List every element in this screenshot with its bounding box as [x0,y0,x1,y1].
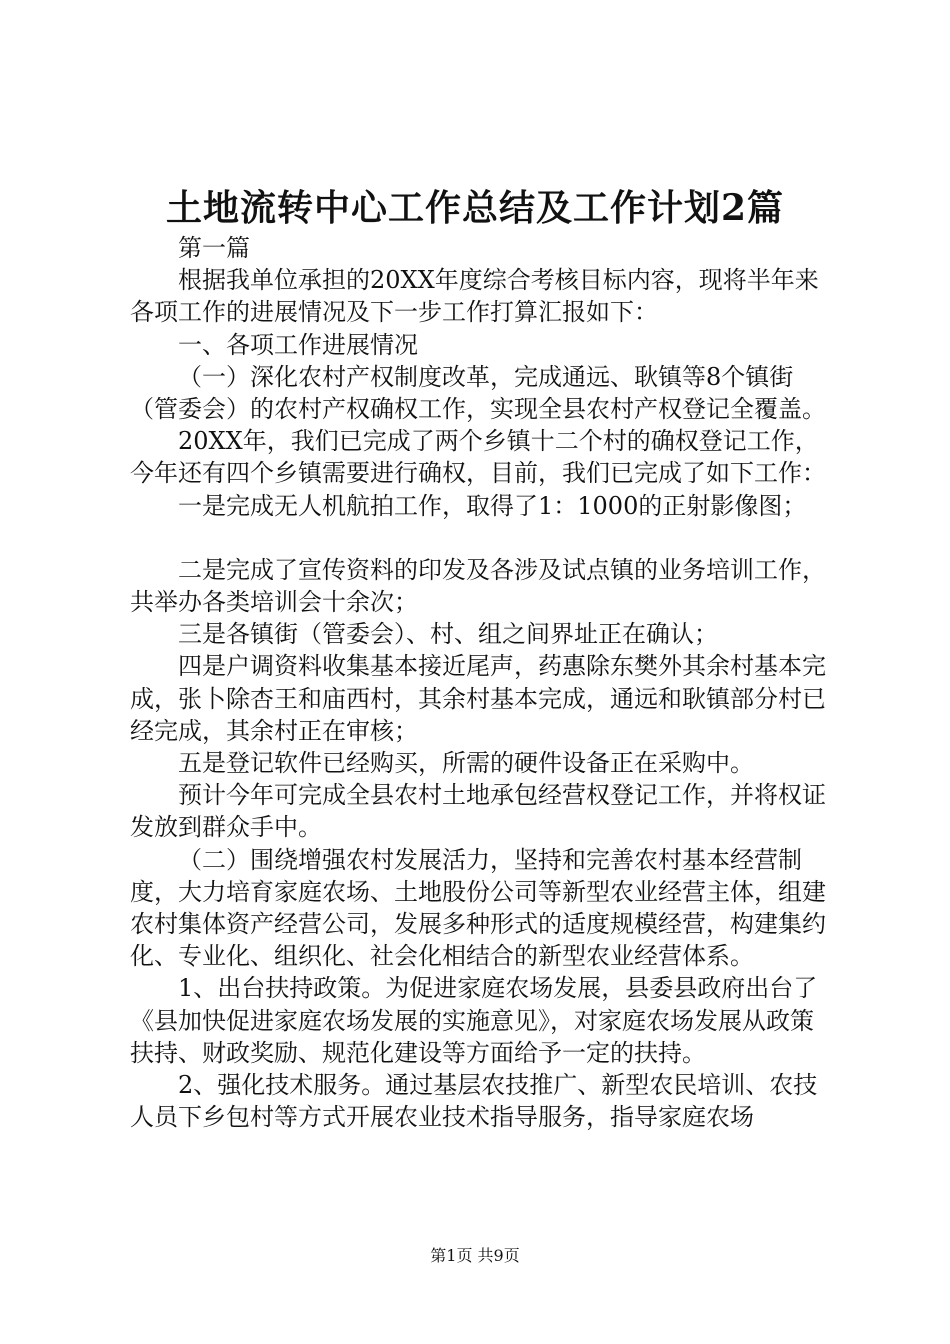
paragraph-heading-progress: 一、各项工作进展情况 [178,330,418,359]
blank-line [130,522,835,554]
paragraph-point-5: 五是登记软件已经购买，所需的硬件设备正在采购中。 [178,749,754,778]
paragraph-point-4: 四是户调资料收集基本接近尾声，药惠除东樊外其余村基本完成，张卜除杏王和庙西村，其余村基本完成，通远和耿镇部分村已经完成，其余村正在审核； [130,652,826,745]
paragraph-tech-service: 2、强化技术服务。通过基层农技推广、新型农民培训、农技人员下乡包村等方式开展农业技术指导服务，指导家庭农场 [130,1071,818,1132]
paragraph-year-progress: 20XX年，我们已完成了两个乡镇十二个村的确权登记工作，今年还有四个乡镇需要进行确权，目前，我们已完成了如下工作： [130,427,826,488]
paragraph-point-2: 二是完成了宣传资料的印发及各涉及试点镇的业务培训工作，共举办各类培训会十余次； [130,555,826,617]
paragraph-section-label: 第一篇 [178,234,250,262]
page-number-footer: 第1页 共9页 [430,1246,520,1265]
paragraph-intro: 根据我单位承担的20XX年度综合考核目标内容，现将半年来各项工作的进展情况及下一步工作打算汇报如下： [130,266,819,327]
paragraph-item-1: （一）深化农村产权制度改革，完成通远、耿镇等8个镇街（管委会）的农村产权确权工作，实现全县农村产权登记全覆盖。 [130,362,826,424]
paragraph-policy: 1、出台扶持政策。为促进家庭农场发展，县委县政府出台了《县加快促进家庭农场发展的实施意见》，对家庭农场发展从政策扶持、财政奖励、规范化建设等方面给予一定的扶持。 [130,974,818,1067]
paragraph-item-2: （二）围绕增强农村发展活力，坚持和完善农村基本经营制度，大力培育家庭农场、土地股份公司等新型农业经营主体，组建农村集体资产经营公司，发展多种形式的适度规模经营，构建集约化、专业化、组织化、社会化相结合的新型农业经营体系。 [130,845,826,971]
paragraph-forecast: 预计今年可完成全县农村土地承包经营权登记工作，并将权证发放到群众手中。 [130,781,826,842]
paragraph-point-3: 三是各镇街（管委会）、村、组之间界址正在确认； [178,620,718,649]
document-title: 土地流转中心工作总结及工作计划2篇 [165,187,785,229]
paragraph-point-1: 一是完成无人机航拍工作，取得了1：1000的正射影像图； [178,491,807,520]
document-body [130,232,835,1133]
